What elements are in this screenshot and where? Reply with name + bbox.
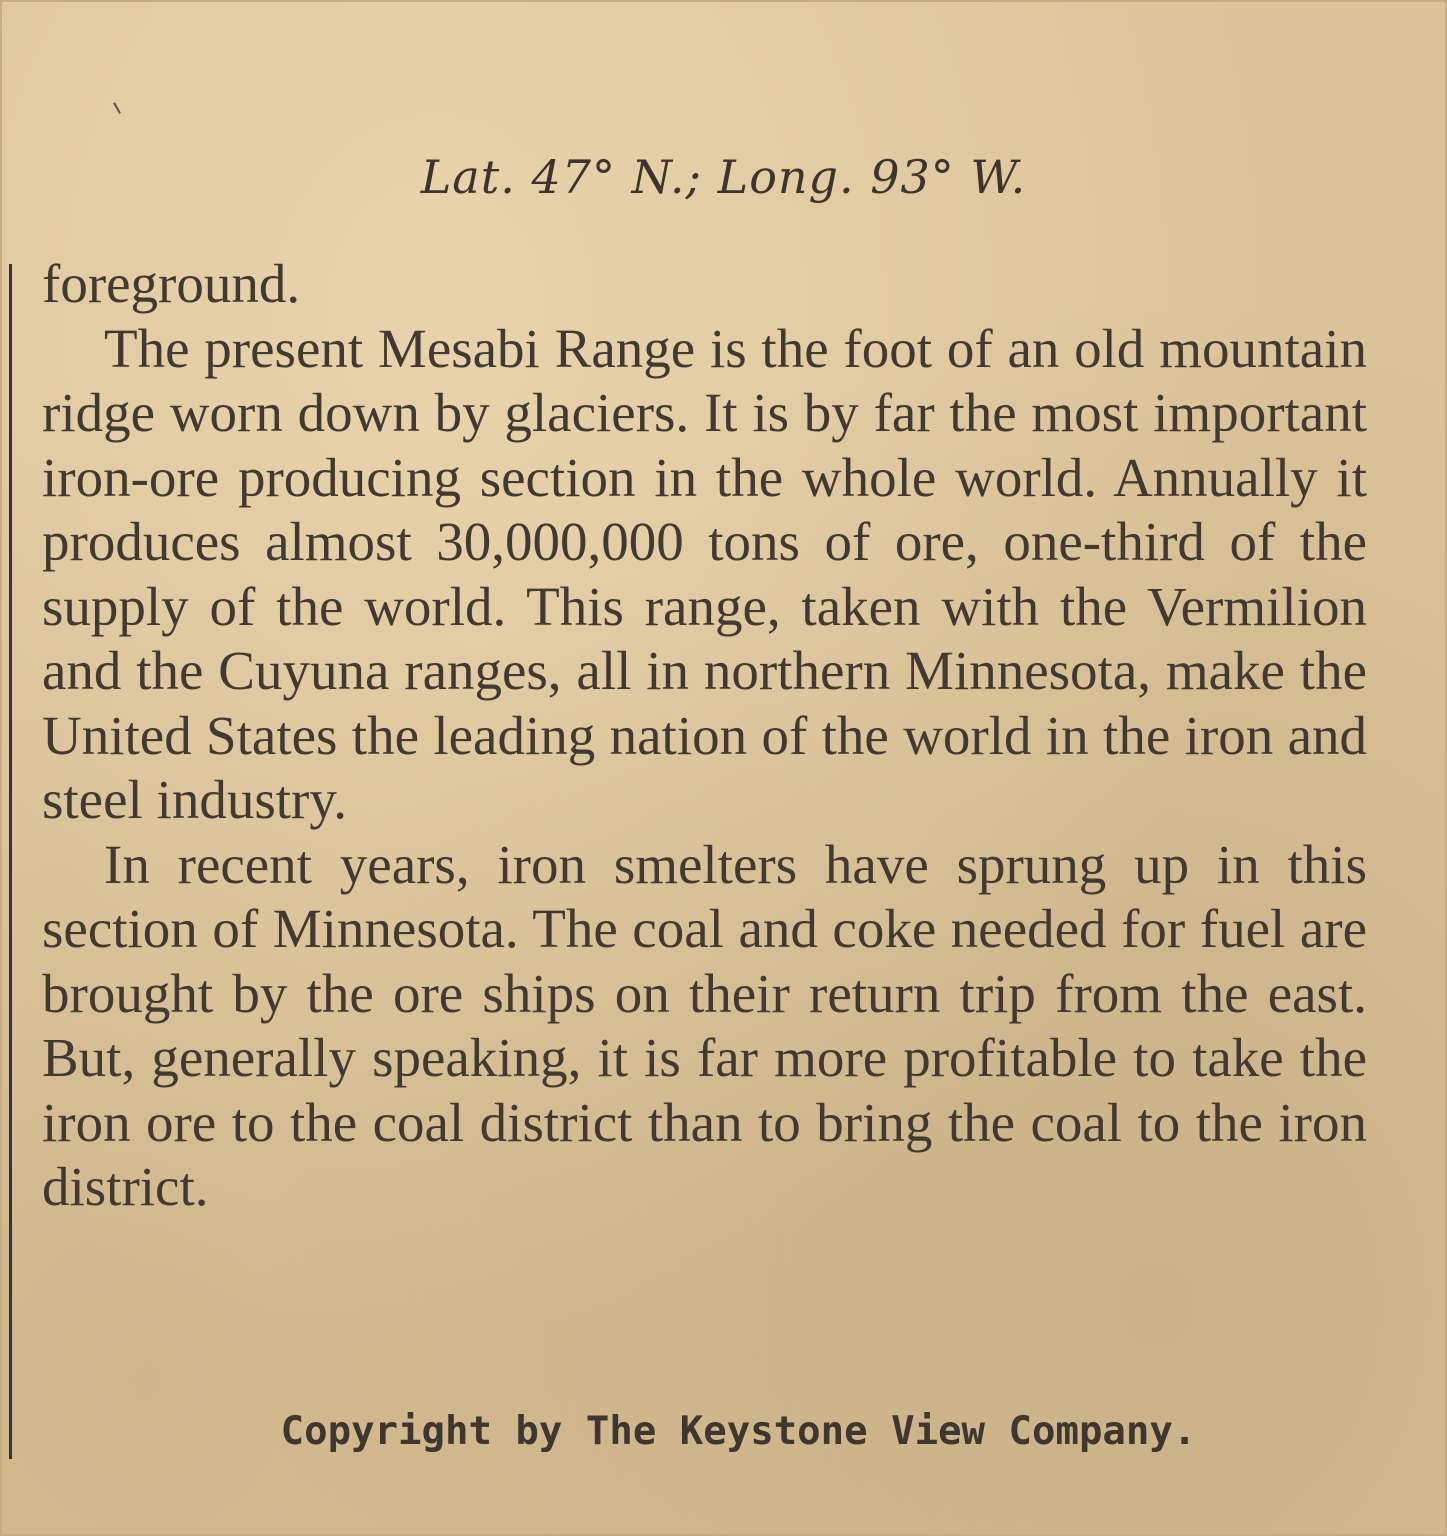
copyright-notice: Copyright by The Keystone View Company. [280,1409,1197,1454]
paragraph-iron-smelters: In recent years, iron smelters have sprung up in this section of Minnesota. The coal and coke needed for fuel are brought by the ore ships on their return trip from the east. But, generally speaking, it is far more profitable to take the iron ore to the coal district than to bring the coal to the iron district. [42,833,1367,1217]
paragraph-mesabi-range: The present Mesabi Range is the foot of an old mountain ridge worn down by glaciers. It is by far the most important iron-ore producing section in the whole world. Annually it produces almost 30,000,000 tons of ore, one-third of the supply of the world. This range, taken with the Vermilion and the Cuyuna ranges, all in northern Minnesota, make the United States the leading nation of the world in the iron and steel industry. [42,317,1367,830]
left-margin-rule [9,264,12,1459]
paragraph-continuation: foreground. [42,253,301,314]
coordinates-heading: Lat. 47° N.; Long. 93° W. [420,150,1027,204]
body-text [42,252,1367,1220]
ink-mark [113,102,121,113]
